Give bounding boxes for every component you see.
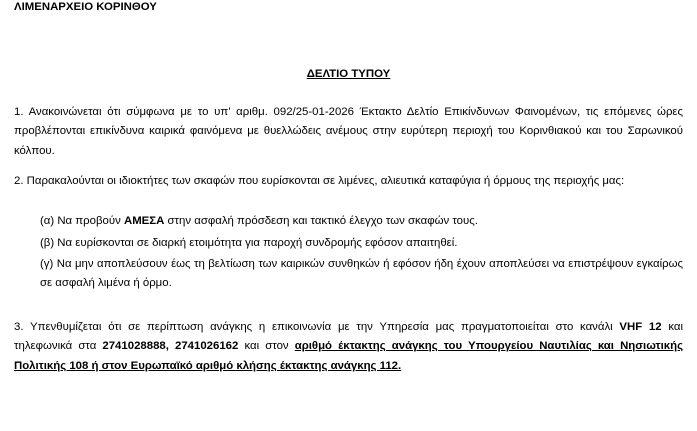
item-a-suffix: στην ασφαλή πρόσδεση και τακτικό έλεγχο των σκαφών τους. (164, 215, 478, 227)
phone-numbers: 2741028888, 2741026162 (102, 340, 239, 353)
list-item-c: (γ) Να μην αποπλεύσουν έως τη βελτίωση των καιρικών συνθηκών ή εφόσον ήδη έχουν αποπλεύσει να επιστρέψουν εγκαίρως σε ασφαλή λιμένα ή όρμο. (40, 258, 683, 290)
paragraph-2: 2. Παρακαλούνται οι ιδιοκτήτες των σκαφών που ευρίσκονται σε λιμένες, αλιευτικά καταφύγια ή όρμους της περιοχής μας: (14, 175, 625, 187)
authority-header: ΛΙΜΕΝΑΡΧΕΙΟ ΚΟΡΙΝΘΟΥ (14, 1, 157, 13)
para3-text-2: και τηλεφωνικά στα (14, 321, 683, 353)
paragraph-1: 1. Ανακοινώνεται ότι σύμφωνα με το υπ’ αριθμ. 092/25-01-2026 Έκτακτο Δελτίο Επικίνδυνων Φαινομένων, τις επόμενες ώρες προβλέπονται επικίνδυνα καιρικά φαινόμενα με θυελλώδεις ανέμους στην ευρύτερη περιοχή του Κορινθιακού και του Σαρωνικού κόλπου. (14, 106, 683, 157)
vhf-channel: VHF 12 (619, 321, 662, 333)
para3-text-1: 3. Υπενθυμίζεται ότι σε περίπτωση ανάγκης η επικοινωνία με την Υπηρεσία μας πραγματοποιείται στο κανάλι (14, 321, 620, 333)
para3-text-3: και στον (238, 340, 295, 353)
list-item-a (40, 212, 683, 231)
emergency-numbers: αριθμό έκτακτης ανάγκης του Υπουργείου Ναυτιλίας και Νησιωτικής Πολιτικής 108 ή στον Ευρωπαϊκό αριθμό κλήσης έκτακτης ανάγκης 112. (14, 340, 683, 372)
item-a-emphasis: ΑΜΕΣΑ (123, 215, 165, 227)
item-a-prefix: (α) Να προβούν (40, 215, 124, 227)
document-title: ΔΕΛΤΙΟ ΤΥΠΟΥ (306, 68, 391, 80)
list-item-b: (β) Να ευρίσκονται σε διαρκή ετοιμότητα για παροχή συνδρομής εφόσον απαιτηθεί. (40, 237, 458, 249)
paragraph-3 (14, 318, 683, 376)
